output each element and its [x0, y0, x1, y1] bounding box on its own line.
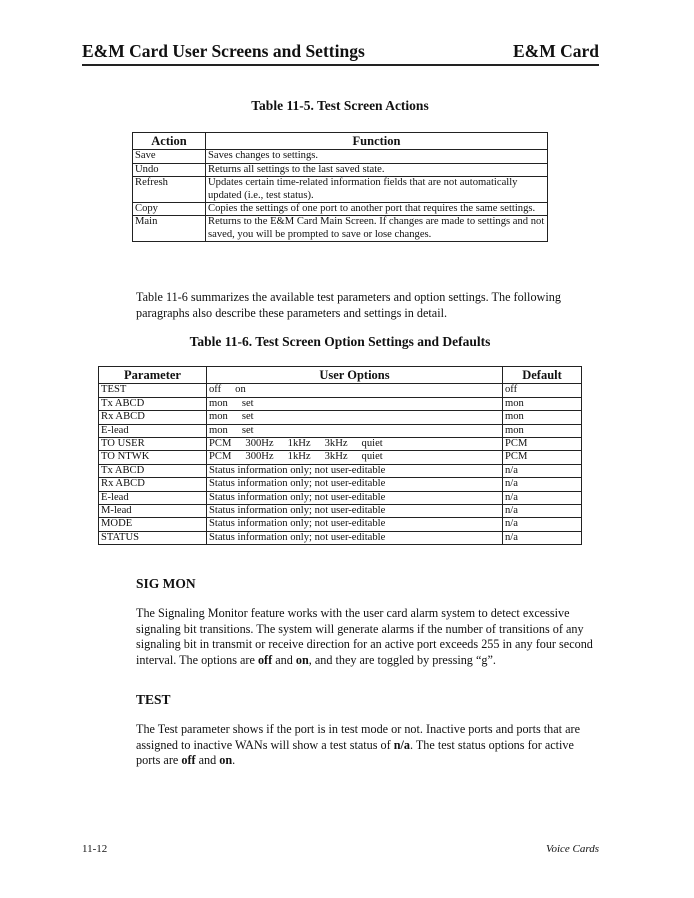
column-header-function: Function — [206, 133, 548, 150]
test-paragraph — [136, 722, 598, 769]
test-heading: TEST — [136, 692, 171, 707]
options-cell — [207, 451, 503, 464]
column-header-parameter: Parameter — [99, 367, 207, 384]
table-row — [99, 478, 582, 491]
option-value: 1kHz — [287, 438, 311, 450]
action-cell: Undo — [133, 163, 206, 176]
options-cell — [207, 424, 503, 437]
option-value: Status information only; not user-editable — [209, 531, 386, 543]
sigmon-text: , and they are toggled by pressing “g”. — [308, 652, 496, 667]
table-header-row — [99, 367, 582, 384]
action-cell: Refresh — [133, 177, 206, 203]
default-cell: n/a — [503, 505, 582, 518]
function-cell: Returns to the E&M Card Main Screen. If changes are made to settings and not saved, you will be prompted to save or lose changes. — [206, 216, 548, 242]
option-value: 3kHz — [324, 451, 348, 463]
function-cell: Saves changes to settings. — [206, 150, 548, 163]
parameter-cell: Rx ABCD — [99, 411, 207, 424]
options-cell — [207, 478, 503, 491]
option-value: Status information only; not user-editable — [209, 518, 386, 530]
option-value: off — [209, 384, 222, 396]
parameter-cell: E-lead — [99, 491, 207, 504]
action-cell: Copy — [133, 203, 206, 216]
option-value: set — [241, 397, 254, 409]
parameter-cell: Rx ABCD — [99, 478, 207, 491]
table-row — [133, 177, 548, 203]
options-cell — [207, 491, 503, 504]
options-cell — [207, 531, 503, 544]
function-cell: Copies the settings of one port to another port that requires the same settings. — [206, 203, 548, 216]
sigmon-heading: SIG MON — [136, 576, 196, 591]
action-cell: Save — [133, 150, 206, 163]
options-cell — [207, 505, 503, 518]
option-value: 300Hz — [245, 451, 274, 463]
option-value: quiet — [361, 451, 383, 463]
options-table — [98, 366, 582, 545]
options-cell — [207, 464, 503, 477]
header-title: E&M Card User Screens and Settings — [82, 41, 365, 61]
option-value: Status information only; not user-editable — [209, 491, 386, 503]
footer-section: Voice Cards — [545, 843, 599, 855]
page-number: 11-12 — [82, 843, 108, 855]
table-header-row — [133, 133, 548, 150]
default-cell: mon — [503, 397, 582, 410]
test-text: . — [232, 753, 236, 767]
parameter-cell: TO USER — [99, 438, 207, 451]
column-header-action: Action — [133, 133, 206, 150]
default-cell: n/a — [503, 531, 582, 544]
sigmon-paragraph — [136, 606, 598, 668]
default-cell: n/a — [503, 491, 582, 504]
page-header — [82, 40, 599, 66]
option-value: PCM — [209, 451, 232, 463]
table-row — [99, 464, 582, 477]
table-row — [133, 203, 548, 216]
intro-paragraph: Table 11-6 summarizes the available test parameters and option settings. The following paragraphs also describe these parameters and settings in detail. — [136, 290, 561, 320]
function-cell: Updates certain time-related information fields that are not automatically updated (i.e., test status). — [206, 177, 548, 203]
option-value: mon — [209, 411, 228, 423]
options-cell — [207, 411, 503, 424]
option-value: PCM — [209, 438, 232, 450]
actions-table — [132, 132, 548, 242]
options-cell — [207, 384, 503, 397]
table2-caption: Table 11-6. Test Screen Option Settings and Defaults — [189, 334, 491, 349]
option-value: quiet — [361, 438, 383, 450]
parameter-cell: STATUS — [99, 531, 207, 544]
test-on: on — [219, 753, 233, 767]
default-cell: n/a — [503, 478, 582, 491]
function-cell: Returns all settings to the last saved state. — [206, 163, 548, 176]
table-row — [99, 531, 582, 544]
option-value: Status information only; not user-editable — [209, 464, 386, 476]
options-cell — [207, 438, 503, 451]
action-cell: Main — [133, 216, 206, 242]
default-cell: PCM — [503, 451, 582, 464]
test-off: off — [181, 753, 196, 767]
option-value: 300Hz — [245, 438, 274, 450]
test-text: and — [195, 753, 220, 767]
parameter-cell: MODE — [99, 518, 207, 531]
parameter-cell: M-lead — [99, 505, 207, 518]
table-row — [99, 505, 582, 518]
option-value: on — [235, 384, 246, 396]
test-na: n/a — [393, 737, 410, 752]
parameter-cell: TEST — [99, 384, 207, 397]
default-cell: mon — [503, 424, 582, 437]
table-row — [99, 438, 582, 451]
option-value: 1kHz — [287, 451, 311, 463]
table-row — [99, 424, 582, 437]
parameter-cell: TO NTWK — [99, 451, 207, 464]
option-value: mon — [209, 424, 228, 436]
default-cell: off — [503, 384, 582, 397]
sigmon-text: The Signaling Monitor feature works with the user card alarm system to detect excessive signaling bit transitions. The system will generate alarms if the number of transitions of any signaling bit in transmit or receive direction for an active port exceeds 255 in any four second interval. The options are — [136, 606, 593, 667]
table-row — [99, 491, 582, 504]
table-row — [133, 163, 548, 176]
table-row — [99, 397, 582, 410]
table-row — [99, 518, 582, 531]
sigmon-on: on — [295, 652, 309, 667]
table-row — [99, 411, 582, 424]
header-section: E&M Card — [512, 41, 599, 61]
column-header-user-options: User Options — [207, 367, 503, 384]
options-cell — [207, 397, 503, 410]
option-value: set — [241, 411, 254, 423]
option-value: mon — [209, 397, 228, 409]
table-row — [133, 216, 548, 242]
table-row — [99, 384, 582, 397]
parameter-cell: Tx ABCD — [99, 397, 207, 410]
table-row — [133, 150, 548, 163]
parameter-cell: Tx ABCD — [99, 464, 207, 477]
table1-caption: Table 11-5. Test Screen Actions — [251, 98, 429, 113]
test-text: . The test status options for active ports are — [136, 737, 574, 767]
sigmon-text: and — [272, 652, 296, 667]
option-value: 3kHz — [324, 438, 348, 450]
default-cell: PCM — [503, 438, 582, 451]
option-value: Status information only; not user-editable — [209, 478, 386, 490]
parameter-cell: E-lead — [99, 424, 207, 437]
options-cell — [207, 518, 503, 531]
column-header-default: Default — [503, 367, 582, 384]
default-cell: mon — [503, 411, 582, 424]
sigmon-off: off — [257, 652, 273, 667]
option-value: set — [241, 424, 254, 436]
test-text: The Test parameter shows if the port is in test mode or not. Inactive ports and ports that are assigned to inactive WANs will show a test status of — [136, 722, 580, 752]
default-cell: n/a — [503, 518, 582, 531]
option-value: Status information only; not user-editable — [209, 505, 386, 517]
table-row — [99, 451, 582, 464]
default-cell: n/a — [503, 464, 582, 477]
